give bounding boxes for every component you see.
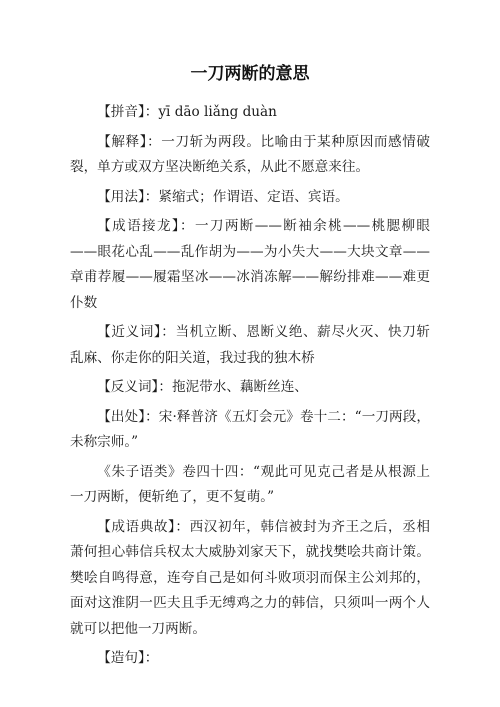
usage-paragraph — [70, 185, 430, 211]
story-paragraph — [70, 515, 430, 643]
antonyms-paragraph — [70, 375, 430, 401]
synonyms-text: 当机立断、恩断义绝、薪尽火灭、快刀斩乱麻、你走你的阳关道，我过我的独木桥 — [70, 324, 430, 366]
idiom-chain-paragraph — [70, 214, 430, 316]
explanation-text: 一刀斩为两段。比喻由于某种原因而感情破裂，单方或双方坚决断绝关系，从此不愿意来往。 — [70, 133, 431, 175]
idiom-chain-label: 【成语接龙】： — [97, 218, 195, 234]
synonyms-paragraph — [70, 320, 430, 371]
explanation-paragraph — [70, 130, 430, 181]
pinyin-paragraph — [70, 100, 430, 126]
antonyms-label: 【反义词】： — [97, 379, 172, 395]
antonyms-text: 拖泥带水、藕断丝连、 — [171, 379, 308, 395]
example-sentence-label: 【造句】： — [97, 650, 159, 666]
pinyin-text: yī dāo liǎng duàn — [158, 104, 277, 120]
example-sentence-paragraph — [70, 646, 430, 672]
usage-label: 【用法】： — [97, 188, 159, 205]
source-paragraph — [70, 405, 430, 456]
pinyin-label: 【拼音】： — [97, 104, 159, 120]
source-label: 【出处】： — [97, 408, 159, 425]
document-title: 一刀两断的意思 — [190, 64, 310, 84]
idiom-chain-text: 一刀两断——断袖余桃——桃腮柳眼——眼花心乱——乱作胡为——为小失大——大块文章——章甫荐履——履霜坚冰——冰消冻解——解纷排难——难更仆数 — [70, 218, 431, 311]
source-continued-paragraph — [70, 460, 430, 511]
source-text: 宋·释普济《五灯会元》卷十二：“一刀两段，未称宗师。” — [70, 408, 430, 450]
explanation-label: 【解释】： — [97, 133, 162, 150]
story-label: 【成语典故】： — [97, 518, 190, 535]
story-text: 西汉初年，韩信被封为齐王之后，丞相萧何担心韩信兵权太大威胁刘家天下，就找樊哙共商计策。樊哙自鸣得意，连夸自己是如何斗败项羽而保主公刘邦的，面对这淮阴一匹夫且手无缚鸡之力的韩信，只须叫一两个人就可以把他一刀两断。 — [70, 518, 430, 637]
synonyms-label: 【近义词】： — [97, 324, 176, 340]
usage-text: 紧缩式；作谓语、定语、宾语。 — [158, 188, 349, 205]
source-continued-text: 《朱子语类》卷四十四：“观此可见克己者是从根源上一刀两断，便斩绝了，更不复萌。” — [70, 463, 430, 505]
